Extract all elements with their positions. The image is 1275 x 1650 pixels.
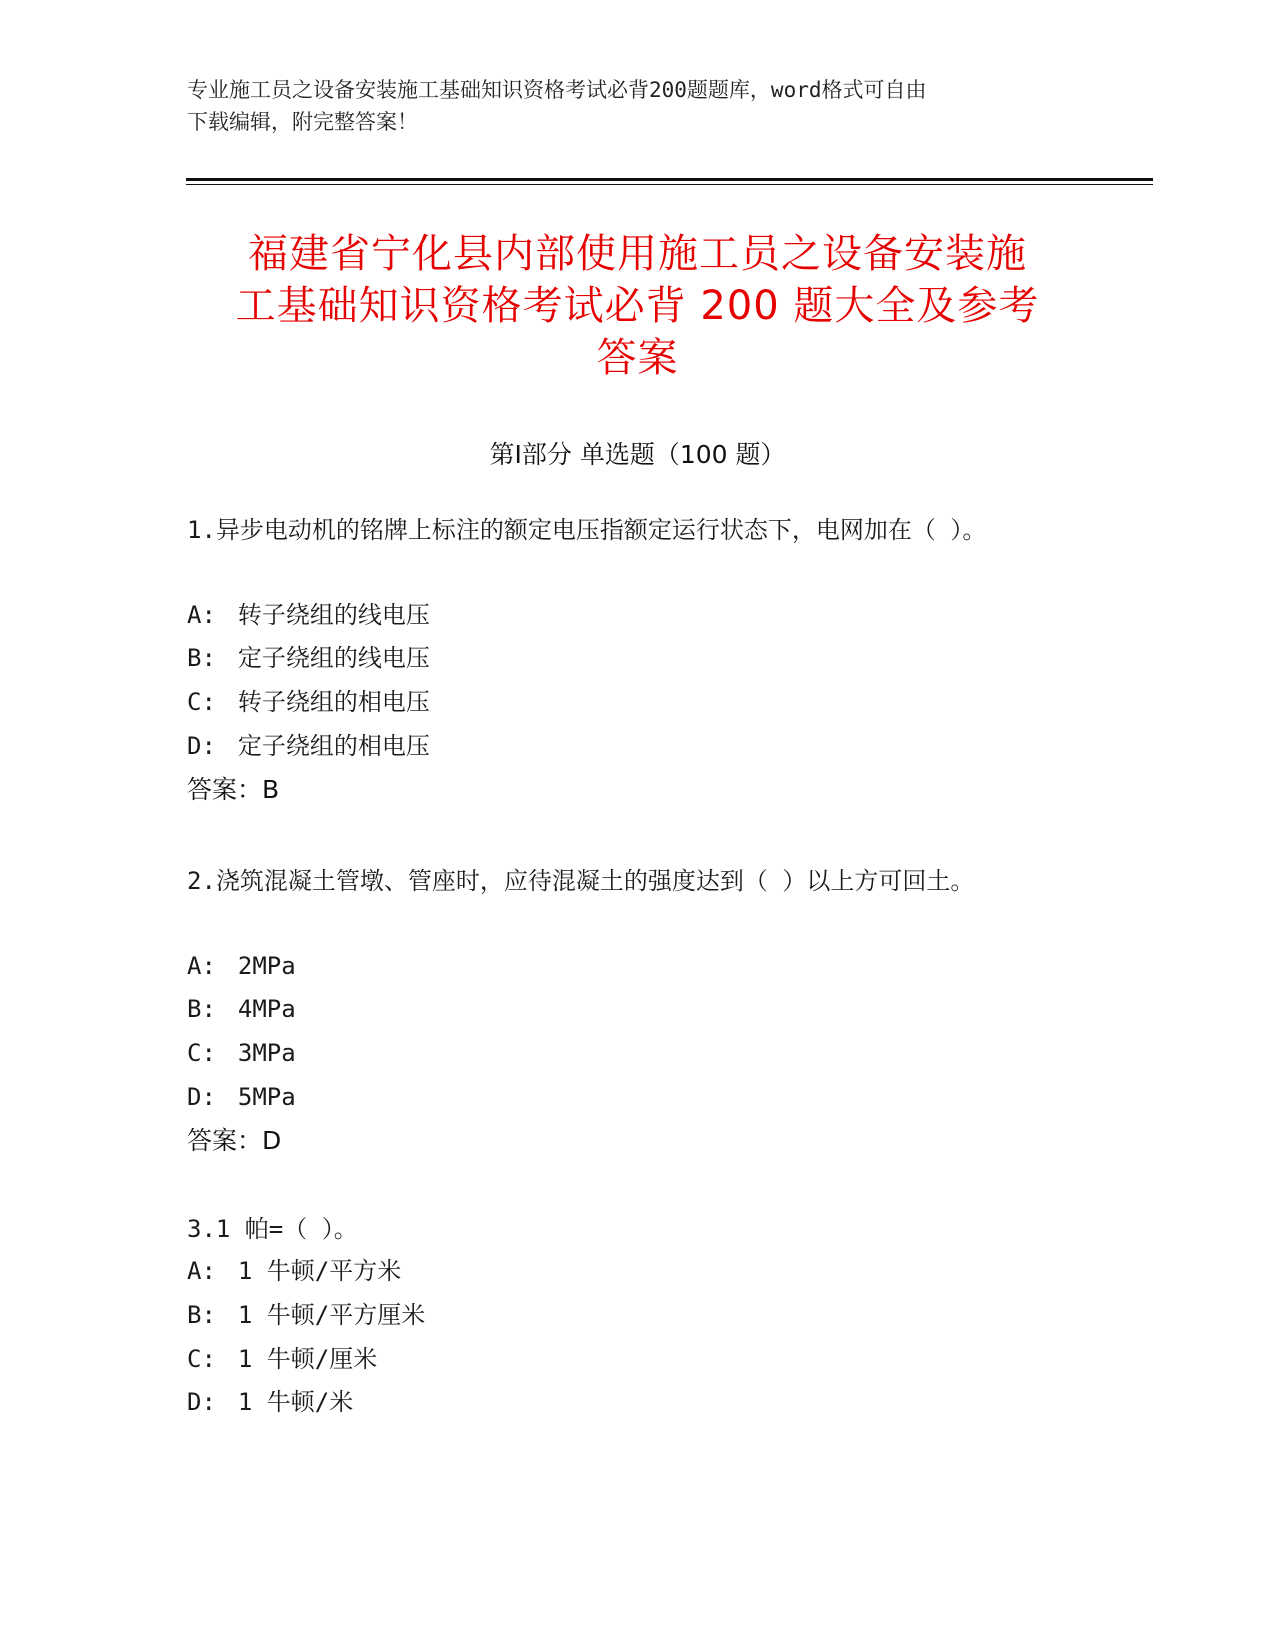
option-letter: C: <box>187 688 216 716</box>
question-2-answer: 答案：D <box>187 1126 282 1155</box>
option-text: 4MPa <box>237 995 296 1023</box>
option-text: 1 牛顿/平方米 <box>237 1257 402 1285</box>
question-2-option-a <box>187 949 296 983</box>
section-heading: 第Ⅰ部分 单选题（100 题） <box>489 440 786 469</box>
question-1-option-d <box>187 729 430 763</box>
option-letter: A: <box>187 1257 216 1285</box>
header-note-line-2: 下载编辑，附完整答案！ <box>187 110 418 134</box>
header-rule-thin <box>186 184 1153 185</box>
option-letter: D: <box>187 1388 216 1416</box>
question-2-option-c <box>187 1036 296 1070</box>
option-text: 5MPa <box>237 1083 296 1111</box>
question-1-answer: 答案：B <box>187 775 280 804</box>
option-text: 1 牛顿/平方厘米 <box>237 1301 426 1329</box>
option-letter: B: <box>187 1301 216 1329</box>
question-1-option-c <box>187 685 430 719</box>
question-3-option-c <box>187 1342 377 1376</box>
option-letter: D: <box>187 1083 216 1111</box>
question-3-option-a <box>187 1254 401 1288</box>
option-text: 转子绕组的相电压 <box>237 688 430 716</box>
document-title-line-2: 工基础知识资格考试必背 200 题大全及参考 <box>235 283 1040 329</box>
question-2-text: 2.浇筑混凝土管墩、管座时，应待混凝土的强度达到（ ）以上方可回土。 <box>187 867 975 895</box>
option-text: 1 牛顿/米 <box>237 1388 354 1416</box>
question-2-option-d <box>187 1080 296 1114</box>
document-title <box>180 228 1095 384</box>
option-text: 2MPa <box>237 952 296 980</box>
question-1-text: 1.异步电动机的铭牌上标注的额定电压指额定运行状态下，电网加在（ ）。 <box>187 516 987 544</box>
option-letter: D: <box>187 732 216 760</box>
option-text: 1 牛顿/厘米 <box>237 1345 378 1373</box>
question-3-option-b <box>187 1298 425 1332</box>
question-3-option-d <box>187 1385 353 1419</box>
option-text: 定子绕组的相电压 <box>237 732 430 760</box>
question-1-option-b <box>187 641 430 675</box>
option-letter: A: <box>187 952 216 980</box>
option-letter: C: <box>187 1345 216 1373</box>
option-text: 转子绕组的线电压 <box>237 601 430 629</box>
option-text: 定子绕组的线电压 <box>237 644 430 672</box>
option-letter: C: <box>187 1039 216 1067</box>
header-rule-thick <box>186 178 1153 181</box>
document-title-line-3: 答案 <box>596 335 679 381</box>
header-note <box>187 74 1087 138</box>
option-letter: A: <box>187 601 216 629</box>
question-1-option-a <box>187 598 430 632</box>
header-note-line-1: 专业施工员之设备安装施工基础知识资格考试必背200题题库，word格式可自由 <box>187 78 927 102</box>
option-letter: B: <box>187 644 216 672</box>
question-3-text: 3.1 帕=（ ）。 <box>187 1215 358 1243</box>
document-title-line-1: 福建省宁化县内部使用施工员之设备安装施 <box>248 231 1027 277</box>
option-letter: B: <box>187 995 216 1023</box>
option-text: 3MPa <box>237 1039 296 1067</box>
question-2-option-b <box>187 992 296 1026</box>
